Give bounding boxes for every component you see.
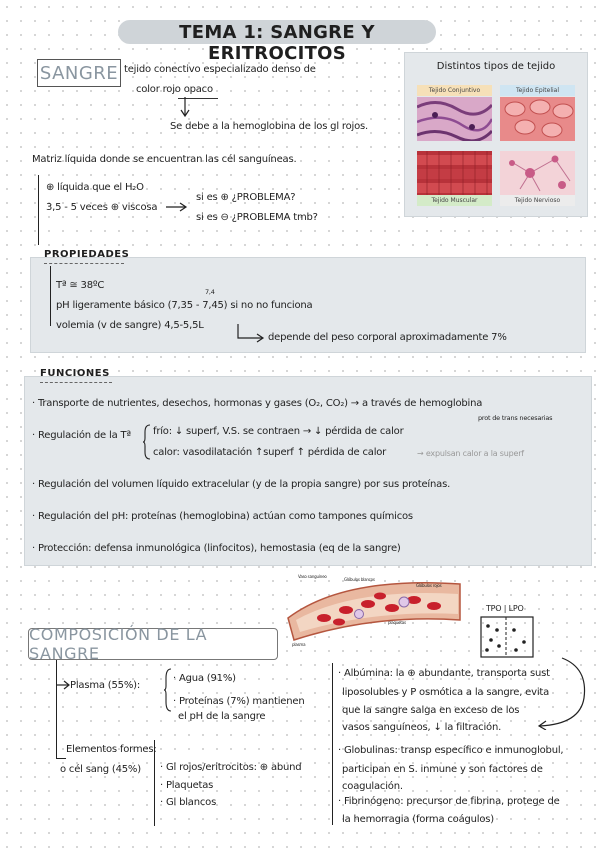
sangre-def-line1: tejido conectivo especializado denso de — [124, 64, 316, 75]
comp-plasma: Plasma (55%): — [70, 680, 140, 691]
funcion-transporte-note: prot de trans necesarias — [478, 414, 553, 422]
prop-ph: pH ligeramente básico (7,35 - 7,45) si no no funciona — [56, 300, 313, 311]
proteins-bracket — [332, 663, 333, 825]
tissue-image-muscular — [417, 151, 492, 195]
sangre-label: SANGRE — [39, 62, 119, 84]
vessel-label-blancos: Glóbulos blancos — [344, 577, 375, 582]
funciones-underline — [40, 382, 112, 383]
tissue-image-epitelial — [500, 97, 575, 141]
vessel-label-rojos: Glóbulos rojos — [416, 583, 442, 588]
albumina-loop-arrow — [520, 654, 590, 730]
funcion-transporte: · Transporte de nutrientes, desechos, hormonas y gases (O₂, CO₂) → a través de hemoglobina — [32, 398, 483, 409]
funcion-volumen: · Regulación del volumen líquido extracelular (y de la propia sangre) por sus proteínas. — [32, 479, 451, 490]
temp-frio: frío: ↓ superf, V.S. se contraen → ↓ pérdida de calor — [153, 426, 404, 437]
elementos-bracket — [154, 740, 155, 826]
comp-plaquetas: · Plaquetas — [160, 780, 214, 791]
page-title: TEMA 1: SANGRE Y ERITROCITOS — [179, 22, 375, 64]
volemia-connector-arrow — [236, 322, 266, 344]
viscosity-problem-low: si es ⊖ ¿PROBLEMA tmb? — [196, 212, 318, 223]
tissue-image-conjuntivo — [417, 97, 492, 141]
composicion-branch — [56, 660, 57, 758]
propiedades-bracket — [50, 266, 51, 326]
tissue-label-conjuntivo: Tejido Conjuntivo — [417, 85, 492, 96]
comp-globulos-rojos: · Gl rojos/eritrocitos: ⊕ abund — [160, 762, 302, 773]
membrane-diagram-label: TPO | LPO — [486, 604, 524, 613]
funcion-ph: · Regulación del pH: proteínas (hemoglobina) actúan como tampones químicos — [32, 511, 413, 522]
globulinas-line2: participan en S. inmune y son factores de — [342, 764, 543, 775]
sangre-def-line2: color rojo opaco — [136, 84, 213, 95]
tissue-label-muscular: Tejido Muscular — [417, 195, 492, 206]
viscosity-problem-high: si es ⊕ ¿PROBLEMA? — [196, 192, 296, 203]
down-arrow-icon — [180, 97, 192, 119]
matriz-point2: 3,5 - 5 veces ⊕ viscosa — [46, 202, 158, 213]
fibrinogeno-line1: · Fibrinógeno: precursor de fibrina, protege de — [338, 796, 560, 807]
sangre-label-box — [37, 59, 121, 87]
composicion-heading: COMPOSICIÓN DE LA SANGRE — [29, 625, 208, 663]
vessel-label-vaso: Vaso sanguíneo — [298, 574, 327, 579]
hemoglobina-note: Se debe a la hemoglobina de los gl rojos. — [170, 121, 368, 132]
vessel-label-plaquetas: plaquetas — [388, 620, 406, 625]
plasma-brace — [164, 668, 172, 712]
tissue-panel-title: Distintos tipos de tejido — [436, 61, 556, 72]
matriz-line: Matriz líquida donde se encuentran las cél sanguíneas. — [32, 154, 297, 165]
funcion-regulacion-temp: · Regulación de la Tª — [32, 430, 131, 441]
vessel-label-plasma: plasma — [292, 642, 306, 647]
temp-calor: calor: vasodilatación ↑superf ↑ pérdida de calor — [153, 447, 387, 458]
temp-calor-note: → expulsan calor a la superf — [417, 449, 524, 458]
albumina-line3: que la sangre salga en exceso de los — [342, 705, 520, 716]
tissue-image-nervioso — [500, 151, 575, 195]
elementos-branch — [56, 758, 66, 759]
albumina-line4: vasos sanguíneos, ↓ la filtración. — [342, 722, 502, 733]
matriz-bracket — [38, 175, 39, 245]
prop-temperatura: Tª ≅ 38ºC — [56, 280, 105, 291]
fibrinogeno-line2: la hemorragia (forma coágulos) — [342, 814, 495, 825]
comp-agua: · Agua (91%) — [173, 673, 236, 684]
globulinas-line3: coagulación. — [342, 781, 403, 792]
albumina-line2: liposolubles y P osmótica a la sangre, evita — [342, 687, 550, 698]
tissue-label-nervioso: Tejido Nervioso — [500, 195, 575, 206]
composicion-heading-box — [28, 625, 278, 663]
funciones-heading: FUNCIONES — [40, 368, 110, 379]
temp-brace — [143, 424, 151, 460]
comp-globulos-blancos: · Gl blancos — [160, 797, 217, 808]
comp-proteinas2: el pH de la sangre — [178, 711, 266, 722]
propiedades-heading: PROPIEDADES — [44, 249, 130, 260]
prop-depende: depende del peso corporal aproximadamente 7% — [268, 332, 507, 343]
tissue-label-epitelial: Tejido Epitelial — [500, 85, 575, 96]
comp-elementos2: o cél sang (45%) — [60, 764, 141, 775]
globulinas-line1: · Globulinas: transp específico e inmunoglobul, — [338, 745, 564, 756]
funcion-proteccion: · Protección: defensa inmunológica (linfocitos), hemostasia (eq de la sangre) — [32, 543, 401, 554]
propiedades-underline — [44, 263, 124, 264]
comp-proteinas1: · Proteínas (7%) mantienen — [173, 696, 305, 707]
right-arrow-icon — [166, 202, 188, 212]
tissue-types-panel — [404, 52, 588, 217]
comp-elementos1: Elementos formes: — [66, 744, 157, 755]
prop-ph-note: 7,4 — [205, 288, 215, 296]
prop-volemia: volemia (v de sangre) 4,5-5,5L — [56, 320, 204, 331]
albumina-line1: · Albúmina: la ⊕ abundante, transporta sust — [338, 668, 550, 679]
matriz-point1: ⊕ líquida que el H₂O — [46, 182, 144, 193]
